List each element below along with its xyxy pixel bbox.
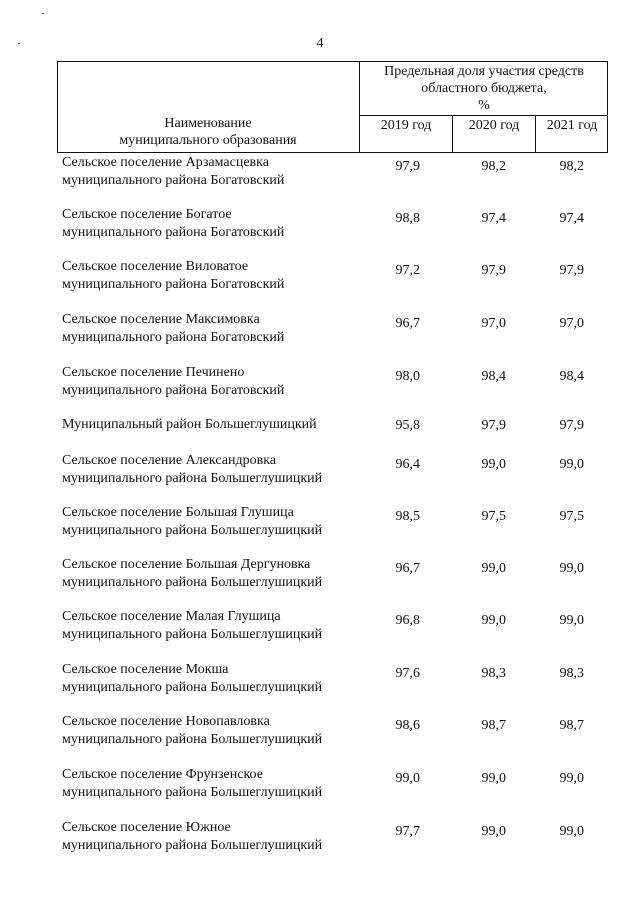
municipality-name xyxy=(62,154,357,190)
share-value-2019: 97,2 xyxy=(395,263,420,278)
municipality-name xyxy=(62,766,357,802)
table-row xyxy=(0,608,640,648)
page-number: 4 xyxy=(316,36,324,51)
share-value-2021: 99,0 xyxy=(559,561,584,576)
municipality-name xyxy=(62,416,357,452)
municipality-name xyxy=(62,713,357,749)
municipality-name xyxy=(62,452,357,488)
share-value-2021: 97,5 xyxy=(559,509,584,524)
municipality-name-line: Сельское поселение Виловатое xyxy=(62,259,249,274)
share-value-2020: 98,7 xyxy=(481,718,506,733)
share-value-2021: 98,3 xyxy=(559,666,584,681)
municipality-name-line: муниципального района Большеглушицкий xyxy=(62,627,323,642)
share-value-2019: 96,7 xyxy=(395,561,420,576)
municipality-name-line: Сельское поселение Печинено xyxy=(62,365,245,380)
municipality-name-line: муниципального района Богатовский xyxy=(62,173,285,188)
share-value-2019: 97,6 xyxy=(395,666,420,681)
share-value-2019: 97,9 xyxy=(395,159,420,174)
municipality-name-line: Сельское поселение Новопавловка xyxy=(62,714,270,729)
share-value-2019: 98,8 xyxy=(395,211,420,226)
share-value-2019: 99,0 xyxy=(395,771,420,786)
share-value-2021: 98,7 xyxy=(559,718,584,733)
share-value-2020: 98,3 xyxy=(481,666,506,681)
share-value-2021: 97,9 xyxy=(559,263,584,278)
share-value-2020: 98,4 xyxy=(481,369,506,384)
share-value-2019: 98,0 xyxy=(395,369,420,384)
share-value-2020: 99,0 xyxy=(481,457,506,472)
table-row xyxy=(0,452,640,492)
share-value-2019: 96,8 xyxy=(395,613,420,628)
share-value-2020: 97,9 xyxy=(481,263,506,278)
share-value-2021: 99,0 xyxy=(559,613,584,628)
table-row xyxy=(0,416,640,456)
municipality-name-line: Сельское поселение Арзамасцевка xyxy=(62,155,269,170)
municipality-name-line: Сельское поселение Мокша xyxy=(62,662,229,677)
share-value-2020: 97,0 xyxy=(481,316,506,331)
year-header-2019: 2019 год xyxy=(380,118,432,133)
share-value-2020: 99,0 xyxy=(481,771,506,786)
share-header-line: % xyxy=(478,98,490,113)
share-value-2020: 97,9 xyxy=(481,418,506,433)
name-header-line: муниципального образования xyxy=(119,133,297,148)
table-row xyxy=(0,364,640,404)
municipality-name-line: Муниципальный район Большеглушицкий xyxy=(62,417,317,432)
municipality-name-line xyxy=(62,434,357,452)
municipality-name-line: Сельское поселение Большая Глушица xyxy=(62,505,294,520)
municipality-name-line: муниципального района Богатовский xyxy=(62,277,285,292)
table-row xyxy=(0,504,640,544)
municipality-name-line: муниципального района Большеглушицкий xyxy=(62,575,323,590)
municipality-name xyxy=(62,556,357,592)
table-row xyxy=(0,661,640,701)
share-value-2021: 99,0 xyxy=(559,824,584,839)
share-value-2020: 97,4 xyxy=(481,211,506,226)
share-value-2021: 98,2 xyxy=(559,159,584,174)
share-value-2021: 97,9 xyxy=(559,418,584,433)
municipality-name xyxy=(62,258,357,294)
municipality-name-line: Сельское поселение Богатое xyxy=(62,207,232,222)
share-value-2020: 99,0 xyxy=(481,824,506,839)
municipality-name-line: муниципального района Богатовский xyxy=(62,225,285,240)
municipality-name-line: муниципального района Большеглушицкий xyxy=(62,732,323,747)
municipality-name xyxy=(62,608,357,644)
municipality-name xyxy=(62,311,357,347)
municipality-name xyxy=(62,661,357,697)
table-row xyxy=(0,154,640,194)
municipality-name-line: Сельское поселение Фрунзенское xyxy=(62,767,263,782)
share-header-line: Предельная доля участия средств xyxy=(384,64,584,79)
name-header-line: Наименование xyxy=(164,116,252,131)
municipality-name-line: Сельское поселение Максимовка xyxy=(62,312,260,327)
table-row xyxy=(0,311,640,351)
municipality-name xyxy=(62,364,357,400)
share-value-2019: 98,6 xyxy=(395,718,420,733)
municipality-name-line: муниципального района Богатовский xyxy=(62,330,285,345)
table-row xyxy=(0,258,640,298)
share-value-2020: 98,2 xyxy=(481,159,506,174)
municipality-name-line: муниципального района Большеглушицкий xyxy=(62,785,323,800)
share-value-2021: 99,0 xyxy=(559,771,584,786)
share-value-2021: 99,0 xyxy=(559,457,584,472)
year-header-2021: 2021 год xyxy=(546,118,598,133)
table-row xyxy=(0,819,640,859)
municipality-name-line: муниципального района Богатовский xyxy=(62,383,285,398)
municipality-name-line: муниципального района Большеглушицкий xyxy=(62,523,323,538)
share-value-2019: 96,4 xyxy=(395,457,420,472)
share-header-line: областного бюджета, xyxy=(421,81,547,96)
municipality-name-line: муниципального района Большеглушицкий xyxy=(62,471,323,486)
municipality-name-line: Сельское поселение Малая Глушица xyxy=(62,609,281,624)
share-value-2021: 98,4 xyxy=(559,369,584,384)
municipality-name xyxy=(62,504,357,540)
municipality-name xyxy=(62,206,357,242)
share-value-2019: 96,7 xyxy=(395,316,420,331)
share-value-2019: 97,7 xyxy=(395,824,420,839)
share-value-2019: 95,8 xyxy=(395,418,420,433)
municipality-name-line: Сельское поселение Александровка xyxy=(62,453,277,468)
table-row xyxy=(0,556,640,596)
table-row xyxy=(0,713,640,753)
municipality-name-line: Сельское поселение Южное xyxy=(62,820,231,835)
share-value-2021: 97,4 xyxy=(559,211,584,226)
share-value-2019: 98,5 xyxy=(395,509,420,524)
municipality-name-line: Сельское поселение Большая Дергуновка xyxy=(62,557,311,572)
municipality-name xyxy=(62,819,357,855)
share-value-2021: 97,0 xyxy=(559,316,584,331)
year-header-2020: 2020 год xyxy=(468,118,520,133)
table-row xyxy=(0,766,640,806)
share-value-2020: 99,0 xyxy=(481,561,506,576)
share-value-2020: 99,0 xyxy=(481,613,506,628)
municipality-name-line: муниципального района Большеглушицкий xyxy=(62,680,323,695)
municipality-name-line: муниципального района Большеглушицкий xyxy=(62,838,323,853)
table-row xyxy=(0,206,640,246)
share-value-2020: 97,5 xyxy=(481,509,506,524)
